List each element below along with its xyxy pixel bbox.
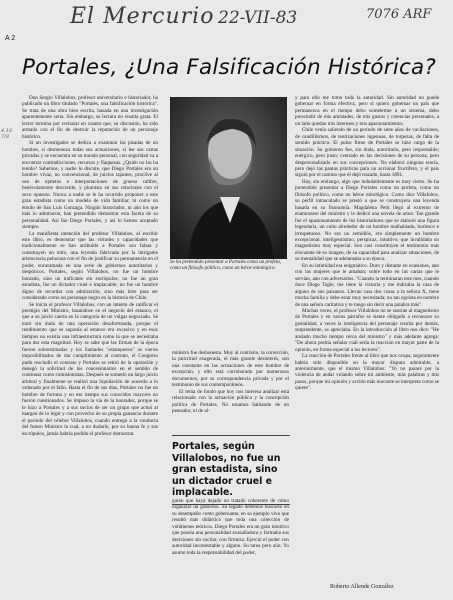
article-title: Portales, ¿Una Falsificación Histórica? — [22, 55, 437, 80]
paragraph: Muchas veces, el profesor Villalobos no se sustrae al magnetismo de Portales y en varios párrafos se siente obligado a reconocer su genialidad, a veces la inteligencia del personaje resulta por demás, sorprendente, se apreciaba. En la introducción al libro nos dice: "He ansiado mucho tiempo cerca del ministro" y más adelante agrega: "De ahora podría señalar cuál sería la reacción en mayor parte de la opinión, en forma especial a los lectores". — [295, 307, 439, 353]
handwritten-date: 22-VII-83 — [218, 8, 298, 28]
paragraph: guien que haya dejado un tratado coherente de cómo organizar un gobierno. Su legado debemos buscarlo en su desempeño como gobernante, en su ejemplo vivo que resultó más didáctico que toda una colección de volúmenes teóricos. Diego Portales era un gran intuitivo que poseía una personalidad avasalladora y formaba sus decisiones sin vacilar, con firmeza. Ejerció el poder con autoridad incontestable y alguno. Su tarea pero aún. Yo asumo toda la responsabilidad del poder, — [172, 498, 289, 556]
paragraph: Se inicia el profesor Villalobos, con un intento de calificar el prestigio del Ministro, basándose en el negocio del estanco, el que a su juicio caería en la categoría de un vulgar negociado. Se trató sin duda de una operación desafortunada, porque el rendimiento que se suponía al estanco era excesivo y en esos tiempos no existía una infraestructura como la que se necesitaba para dar esta magnitud. Hoy se sabe que las firmas de la época fueron sobrestimadas y los llamados "estanqueros" se vieron imposibilitados de dar cumplimiento al contrato, el Congreso pudo rescindir el contrato y Portales se retiró de la operación y denegó la solicitud de los concesionarios en el sentido de continuar como comisionistas. Después se sometió un largo juicio arbitral y finalmente se realizó una liquidación de acuerdo a lo ordenado por el fallo. Hasta el fin de sus días, Portales no fue un hombre de fortuna y en ese tiempo sus conocidos mayores no fueron cuestionados. Se impuso la vía de la honradez, porque se le hizo a Portales y a sus socios de ser un grupo que actuó al margen de lo legal y con provecho de su propia ganancia durante el período del célebre Villalobos, cuando entregó a la conducta del futuro Ministro la cual, a no dudarlo, por su buena fe y sus escrúpulos, jamás habría podido el profesor demostrar. — [22, 301, 158, 437]
margin-note: 4.16 7/8 — [1, 128, 13, 140]
article-column-2-middle — [172, 350, 289, 428]
portrait-photo — [170, 97, 287, 259]
article-column-1 — [22, 95, 158, 591]
handwritten-newspaper-name: El Mercurio — [70, 4, 215, 29]
handwritten-archive-code: 7076 ARF — [366, 7, 432, 22]
paragraph: Hay, sin embargo, algo que indudablemente es muy cierto. Se ha pretendido presentar a Diego Portales como un profeta, como un filósofo político, como un héroe mitológico. Como dice Villalobos, su perfil inmaculado se prestó a que se construyera una leyenda basada en su fisonomía. Magdalena Petit llegó al extremo de enamorarse del ministro y le dedicó una novela de amor. Tan grande fue el apasionamiento de los historiadores que se elaboró una figura legendaria, un culto alrededor de un hombre malhablado, burlesco e irrespetuoso. No era un semidiós, era simplemente un hombre excepcional, inteligentísimo, perspicaz, intuitivo, que invalidaba un magnetismo muy especial. Son casi constituyen el testimonio más elocuente de su imagen, de su capacidad para analizar situaciones, de su mentalidad que se adelantaba a su época. — [295, 178, 439, 263]
paragraph: La reacción de Portales frente al libro que nos ocupa, seguramente habría sido disponible en la mayor disputa admirable, a anteriormente, que el mismo Villalobos: "Yo no pasaré por la violencia de andar volando sobre mi ambiente, más palabras y mis pasos, porque mi opinión y acción más inocente se interpreta como se quiere". — [295, 353, 439, 392]
byline: Roberto Allende González — [330, 584, 394, 590]
paragraph: Si un investigador se dedica a examinar las pisadas de un hombre, si desmenuza todas sus actuaciones, si lee sus cartas privadas y se encuentra en su mundo personal, con seguridad va a encontrar contradicciones, recursos y flaquezas. ¿Quién no las ha tenido? Sabemos, y nadie lo discute, que Diego Portales era un hombre vivaz, no convencional, de juicios tajantes, proclive al uso de epítetos e interpretaciones de grueso calibre, benévolamente descreído, y plumista en sus relaciones con el sexo opuesto. Nunca a nadie se le ha ocurrido proponer a este gran estadista como un modelo de vida familiar, ni como un émulo de San Luis Gonzaga. Ningún historiador, ni aún los que más lo admiraron, han pretendido demostrar esta faceta de su personalidad. Así fue Diego Portales, y así lo hemos aceptado siempre. — [22, 140, 158, 231]
paragraph: Don Sergio Villalobos, profesor universitario e historiador, ha publicado un libro titulado "Portales, una falsificación histórica". Se trata de una obra bien escrita, basada en una investigación aparentemente seria. Sin embargo, su lectura no resulta grata. El lector termina por rechazar en cuanto que, su discusión, ha sido armado con el fin de destruir la reputación de un personaje histórico. — [22, 95, 158, 140]
pull-quote: Portales, según Villalobos, no fue un gran estadista, sino un dictador cruel e implacable. — [172, 435, 290, 505]
paragraph: El tema de fondo que hoy nos interesa analizar está relacionado con la actuación pública y la concepción política de Portales. No estamos hablando de un pensador, ni de al- — [172, 388, 289, 415]
article-column-3 — [295, 95, 439, 593]
paragraph: Chile venía saliendo de un período de siete años de vacilaciones, de caudillismos, de teorizaciones ingenuas, de torpezas, de falta de sentido práctico. El pulso firme de Portales se hizo cargo de la situación. Su gobierno fue, sin duda, autoritario, pero responsable; enérgico, pero justo; centrado en las decisiones de su persona, pero despersonalizado en sus concepciones. No elaboró ninguna teoría, pero dejó las pautas prácticas para un accionar fructífero, y el país siguió por el camino que él dejó trazado, hasta 1891. — [295, 127, 439, 179]
article-column-2-bottom — [172, 498, 289, 593]
paragraph: La manifiesta intención del profesor Villalobos, al escribir este libro, es demostrar que las virtudes y capacidades que tradicionalmente se han atribuido a Portales son falsas y constituyen un mito, una leyenda fabricada por la intrigante aristocracia pelucona con el fin de justificar su permanencia en el poder, encaramada en una serie de gobiernos autoritarios y despóticos. Portales, según Villalobos, no fue un hombre honrado, sino un traficante sin escrúpulos; no fue un gran estadista, fue un dictador cruel e implacable; no fue un hombre digno de recordar con admiración, sino más bien para ser considerado como un personaje negro en la historia de Chile. — [22, 230, 158, 302]
paragraph: ministro fue deshonesta. Muy al contrario, la corrección, la pulcritud exagerada, el más grande desinterés, son una constante en las actuaciones de este hombre de excepción, y ello está corroborado por numerosos documentos, por su correspondencia privada y por el testimonio de sus contemporáneos. — [172, 350, 289, 389]
photo-caption: Se ha pretendido presentar a Portales como un profeta, como un filósofo político, como un héroe mitológico. — [170, 260, 281, 271]
portales-portrait-illustration — [170, 97, 287, 259]
page-number: A 2 — [5, 35, 16, 42]
paragraph: En su intimidad era enigmático. Duro y distante en ocasiones, aun con las mujeres que le amaban; sobre todo en las cartas que le servían, aun con adversarios. "Cuando la terminaran este mes, cuando doce Diego Tagle, me tiene la victoria y me indicaba la casa de alguno de sus paisanos. Llevan casa dos cosas a la señora X, tiene mucha familia y debe estar muy necesitada; no tan egoísta en nombre de una señora caritativa y te ruego sin decir una palabra más". — [295, 262, 439, 308]
paragraph: y para ello me tomo toda la autoridad. Sin autoridad no puede gobernar en forma efectiva, pero si quiero gobernar un país que permanezca en el tiempo debo someterme a un sistema, debo prescindir de mis amistades, de mis gustos y creencias personales, a un lado quedan mis intereses y mis apasionamientos. — [295, 95, 439, 127]
